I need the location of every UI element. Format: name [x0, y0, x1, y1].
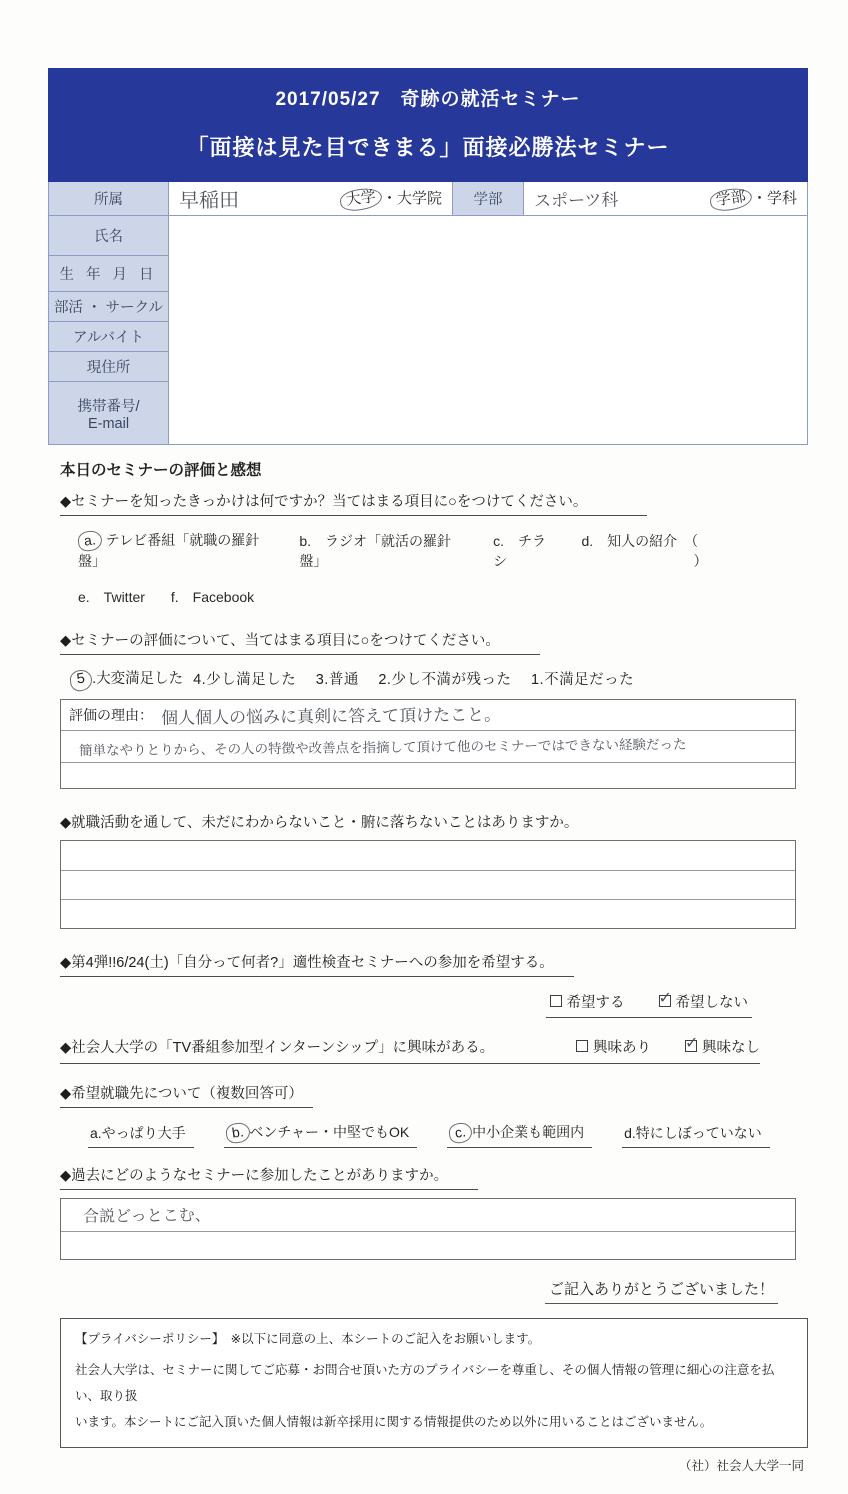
circled-faculty: 学部: [709, 186, 754, 213]
option-f: f. Facebook: [170, 589, 255, 605]
faculty-suffix: 学部 ・学科: [710, 187, 797, 210]
reason-label: 評価の理由：: [69, 706, 153, 723]
past-seminar-handwritten: 合説どっとこむ、: [82, 1205, 211, 1226]
profile-blank-area: [169, 216, 807, 444]
faculty-handwritten-value: スポーツ科: [533, 190, 619, 212]
past-seminar-row-2: [61, 1231, 795, 1259]
joboption-a: a.やっぱり大手: [88, 1123, 194, 1148]
option-b: b. ラジオ「就活の羅針盤」: [299, 532, 452, 569]
affiliation-row: [49, 182, 807, 216]
profile-table: [48, 182, 808, 445]
past-seminar-box: [60, 1198, 796, 1260]
q1-options-row1: [78, 530, 808, 571]
past-seminar-row-1: [61, 1199, 795, 1231]
joboption-c: c. 中小企業も範囲内: [447, 1122, 592, 1148]
club-label: 部活 ・ サークル: [49, 292, 169, 322]
parttime-label: アルバイト: [49, 322, 169, 352]
affiliation-suffix: 大学 ・大学院: [340, 187, 442, 210]
faculty-label: 学部: [452, 182, 524, 215]
affiliation-handwritten-value: 早稲田: [178, 187, 240, 213]
checkbox-checked-icon: [658, 988, 672, 1007]
unclear-row-3: [61, 899, 795, 928]
check-icon: ✓: [658, 988, 672, 1007]
checkbox-kyoumi-ari: 興味あり: [576, 1036, 651, 1057]
checkbox-kyoumi-nashi: ✓ 興味なし: [685, 1033, 760, 1056]
signature: （社）社会人大学一同: [678, 1459, 804, 1474]
address-label: 現住所: [49, 352, 169, 382]
faculty-value-cell: [524, 182, 807, 215]
thanks-line: ご記入ありがとうございました！: [48, 1278, 778, 1304]
question-desired-employer: ◆希望就職先について（複数回答可）: [60, 1082, 808, 1108]
circled-rating-5: 5: [69, 669, 94, 692]
profile-label-column: [49, 216, 169, 444]
checkbox-unchecked-icon: [576, 1040, 588, 1052]
reason-handwritten-2: 簡単なやりとりから、その人の特徴や改善点を指摘して頂けて他のセミナーではできない経験だった: [78, 736, 687, 760]
circled-university: 大学: [339, 186, 384, 213]
privacy-body-line2: います。本シートにご記入頂いた個人情報は新卒採用に関する情報提供のため以外に用いることはございません。: [75, 1415, 713, 1429]
checkbox-kibou-suru: 希望する: [550, 991, 625, 1012]
reason-handwritten-1: 個人個人の悩みに真剣に答えて頂けたこと。: [160, 705, 502, 729]
rating-options: 5 .大変満足した 4.少し満足した 3.普通 2.少し不満が残った 1.不満足だった: [70, 667, 808, 691]
privacy-body-line1: 社会人大学は、セミナーに関してご応募・お問合せ頂いた方のプライバシーを尊重し、その個人情報の管理に細心の注意を払い、取り扱: [75, 1362, 775, 1403]
joboption-b: b. ベンチャー・中堅でもOK: [224, 1122, 418, 1148]
circled-option-a: a.: [77, 529, 103, 552]
q4-checkbox-row: [48, 977, 808, 1018]
name-label: 氏名: [49, 216, 169, 256]
circled-option-b: b.: [224, 1121, 250, 1144]
q1-options-row2: [78, 587, 808, 607]
unclear-row-1: [61, 841, 795, 870]
reason-row-1: [61, 700, 795, 730]
option-d: d. 知人の紹介 （）: [581, 532, 708, 569]
question-past-seminars: ◆過去にどのようなセミナーに参加したことがありますか。: [60, 1164, 808, 1190]
question-internship-interest: ◆社会人大学の「TV番組参加型インターンシップ」に興味がある。 興味あり ✓ 興味なし: [60, 1036, 760, 1064]
phone-email-label: 携帯番号/ E-mail: [49, 382, 169, 444]
reason-row-2: [61, 730, 795, 762]
joboption-d: d.特にしぼっていない: [622, 1123, 770, 1148]
checkbox-unchecked-icon: [550, 995, 562, 1007]
checkbox-checked-icon: [685, 1033, 699, 1052]
circled-option-c: c.: [448, 1121, 473, 1144]
affiliation-value-cell: [169, 182, 452, 215]
question-next-seminar: ◆第4弾!!6/24(土)「自分って何者?」適性検査セミナーへの参加を希望する。: [60, 951, 808, 977]
option-c: c. チラシ: [493, 532, 546, 569]
check-icon: ✓: [685, 1033, 699, 1052]
reason-row-3-empty: [61, 762, 795, 788]
q6-options: [88, 1122, 808, 1148]
question-seminar-rating: ◆セミナーの評価について、当てはまる項目に○をつけてください。: [60, 629, 808, 655]
option-e: e. Twitter: [78, 589, 145, 605]
seminar-title: 「面接は見た目できまる」面接必勝法セミナー: [186, 135, 670, 160]
seminar-date-title: 2017/05/27 奇跡の就活セミナー: [275, 89, 581, 110]
birthdate-label: 生 年 月 日: [49, 256, 169, 292]
seminar-header: [48, 68, 808, 182]
question-how-did-you-hear: ◆セミナーを知ったきっかけは何ですか？当てはまる項目に○をつけてください。: [60, 490, 808, 516]
rating-reason-box: [60, 699, 796, 789]
unclear-row-2: [61, 870, 795, 899]
unclear-answer-box: [60, 840, 796, 929]
option-a: a. テレビ番組「就職の羅針盤」: [78, 531, 260, 569]
question-still-unclear: ◆就職活動を通して、未だにわからないこと・腑に落ちないことはありますか。: [60, 814, 579, 831]
section-title: 本日のセミナーの評価と感想: [60, 462, 262, 479]
privacy-policy-box: [60, 1318, 808, 1449]
privacy-title: 【プライバシーポリシー】 ※以下に同意の上、本シートのご記入をお願いします。: [75, 1331, 541, 1346]
checkbox-kibou-shinai: ✓ 希望しない: [658, 988, 748, 1011]
affiliation-label: 所属: [49, 182, 169, 215]
